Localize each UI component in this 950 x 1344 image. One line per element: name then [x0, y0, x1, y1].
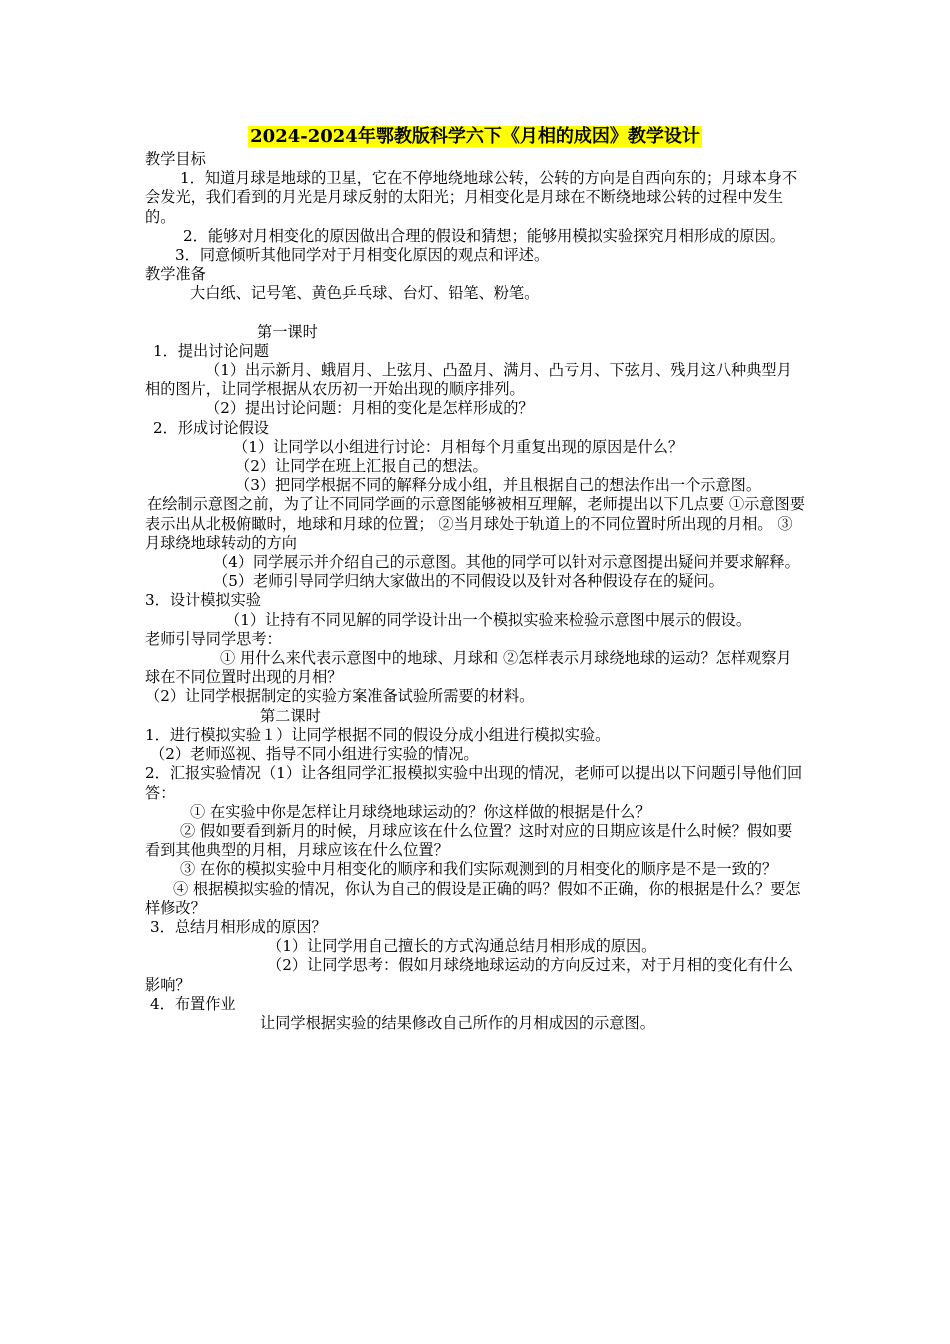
homework: 让同学根据实验的结果修改自己所作的月相成因的示意图。 — [260, 1013, 655, 1032]
title-text: 2024-2024年鄂教版科学六下《月相的成因》教学设计 — [250, 126, 700, 147]
question-1: ① 在实验中你是怎样让月球绕地球运动的？你这样做的根据是什么？ — [190, 802, 651, 821]
lesson-2-heading: 第二课时 — [260, 706, 321, 725]
objective-1: 1．知道月球是地球的卫星，它在不停地绕地球公转，公转的方向是自西向东的；月球本身不会发光，我们看到的月光是月球反射的太阳光；月相变化是月球在不断绕地球公转的过程中发生的。 — [145, 169, 798, 226]
step-2-item-4: （4）同学展示并介绍自己的示意图。其他的同学可以针对示意图提出疑问并要求解释。 — [213, 553, 800, 572]
step-3-heading: 3．设计模拟实验 — [145, 591, 261, 610]
preparation-materials: 大白纸、记号笔、黄色乒乓球、台灯、铅笔、粉笔。 — [190, 284, 540, 303]
lesson-1-heading: 第一课时 — [257, 322, 318, 341]
lesson-2-step-3-item-2: （2）让同学思考：假如月球绕地球运动的方向反过来，对于月相的变化有什么影响？ — [145, 956, 794, 994]
step-3-item-1: （1）让持有不同见解的同学设计出一个模拟实验来检验示意图中展示的假设。 — [225, 610, 752, 629]
heading-objectives: 教学目标 — [145, 150, 206, 168]
lesson-2-step-1-item-2: （2）老师巡视、指导不同小组进行实验的情况。 — [150, 745, 479, 764]
step-2-item-1: （1）让同学以小组进行讨论：月相每个月重复出现的原因是什么？ — [233, 437, 684, 456]
lesson-2-step-3-item-1: （1）让同学用自己擅长的方式沟通总结月相形成的原因。 — [267, 937, 657, 956]
question-4: ④ 根据模拟实验的情况，你认为自己的假设是正确的吗？假如不正确，你的根据是什么？要怎样修改？ — [145, 879, 801, 917]
question-3: ③ 在你的模拟实验中月相变化的顺序和我们实际观测到的月相变化的顺序是不是一致的？ — [180, 860, 778, 879]
lesson-2-step-3: 3．总结月相形成的原因？ — [150, 917, 327, 936]
document-page — [145, 124, 805, 1033]
document-title — [145, 124, 805, 150]
question-2: ② 假如要看到新月的时候，月球应该在什么位置？这时对应的日期应该是什么时候？假如要看到其他典型的月相，月球应该在什么位置？ — [145, 821, 793, 860]
step-3-questions: ① 用什么来代表示意图中的地球、月球和 ②怎样表示月球绕地球的运动？怎样观察月球在不同位置时出现的月相？ — [145, 649, 792, 687]
objective-2: 2．能够对月相变化的原因做出合理的假设和猜想；能够用模拟实验探究月相形成的原因。 — [183, 226, 785, 245]
objective-3: 3．同意倾听其他同学对于月相变化原因的观点和评述。 — [175, 246, 550, 265]
step-2-item-5: （5）老师引导同学归纳大家做出的不同假设以及针对各种假设存在的疑问。 — [213, 572, 724, 591]
step-3-item-2: （2）让同学根据制定的实验方案准备试验所需要的材料。 — [145, 687, 535, 706]
step-2-item-3: （3）把同学根据不同的解释分成小组，并且根据自己的想法作出一个示意图。 — [235, 476, 762, 495]
step-3-guide: 老师引导同学思考： — [145, 629, 282, 648]
spacer — [145, 304, 805, 323]
lesson-2-step-2: 2．汇报实验情况（1）让各组同学汇报模拟实验中出现的情况，老师可以提出以下问题引导他们回答： — [145, 764, 803, 802]
heading-preparation: 教学准备 — [145, 265, 206, 284]
step-2-note: 在绘制示意图之前，为了让不同同学画的示意图能够被相互理解，老师提出以下几点要 ①示意图要表示出从北极俯瞰时，地球和月球的位置； ②当月球处于轨道上的不同位置时所出现的月相。 ③月球绕地球转动的方向 — [145, 495, 805, 552]
step-2-heading: 2．形成讨论假设 — [153, 418, 269, 437]
step-1-item-2: （2）提出讨论问题：月相的变化是怎样形成的？ — [205, 399, 534, 418]
step-1-heading: 1．提出讨论问题 — [153, 341, 269, 360]
step-2-item-2: （2）让同学在班上汇报自己的想法。 — [235, 457, 488, 476]
lesson-2-step-4: 4．布置作业 — [150, 994, 236, 1013]
lesson-2-step-1: 1．进行模拟实验１）让同学根据不同的假设分成小组进行模拟实验。 — [145, 725, 611, 744]
step-1-item-1: （1）出示新月、蛾眉月、上弦月、凸盈月、满月、凸亏月、下弦月、残月这八种典型月相的图片，让同学根据从农历初一开始出现的顺序排列。 — [145, 361, 792, 399]
